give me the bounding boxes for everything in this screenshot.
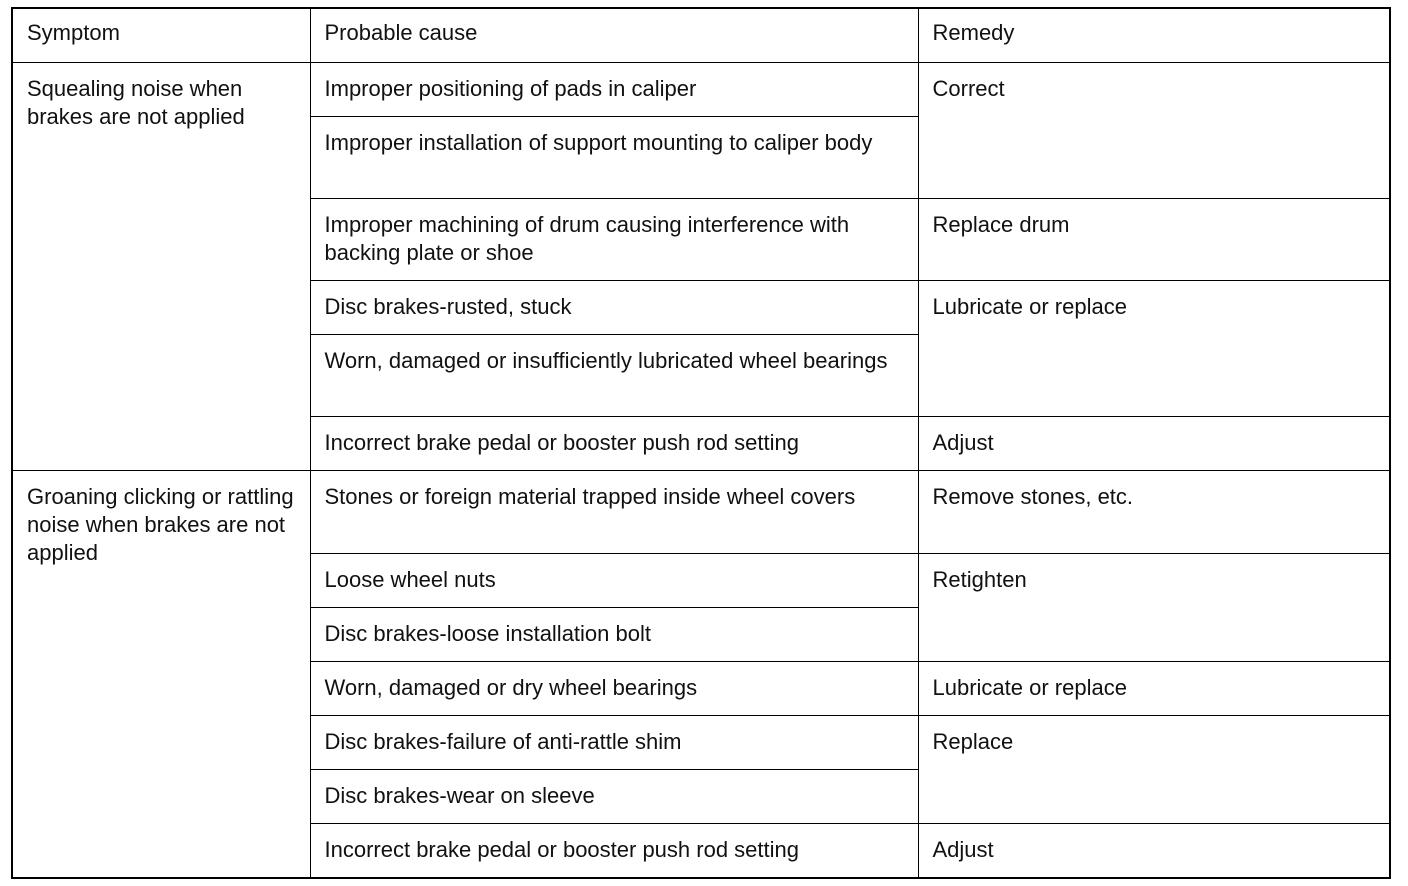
- remedy-cell: Correct: [918, 62, 1390, 198]
- remedy-cell: Lubricate or replace: [918, 281, 1390, 417]
- cause-cell: Disc brakes-loose installation bolt: [310, 607, 918, 661]
- table-row: [12, 62, 1390, 116]
- remedy-cell: Adjust: [918, 417, 1390, 471]
- brake-noise-diagnosis-table: [11, 7, 1391, 879]
- cause-cell: Improper machining of drum causing interference with backing plate or shoe: [310, 198, 918, 280]
- cause-cell: Improper positioning of pads in caliper: [310, 62, 918, 116]
- symptom-cell: Groaning clicking or rattling noise when brakes are not applied: [12, 471, 310, 878]
- cause-cell: Incorrect brake pedal or booster push rod setting: [310, 824, 918, 878]
- cause-cell: Stones or foreign material trapped inside wheel covers: [310, 471, 918, 553]
- table-row: [12, 471, 1390, 553]
- cause-cell: Disc brakes-rusted, stuck: [310, 281, 918, 335]
- remedy-cell: Remove stones, etc.: [918, 471, 1390, 553]
- remedy-cell: Retighten: [918, 553, 1390, 661]
- header-probable-cause: Probable cause: [310, 8, 918, 62]
- remedy-cell: Lubricate or replace: [918, 661, 1390, 715]
- cause-cell: Worn, damaged or dry wheel bearings: [310, 661, 918, 715]
- header-remedy: Remedy: [918, 8, 1390, 62]
- remedy-cell: Replace: [918, 716, 1390, 824]
- diagnosis-sheet: [11, 7, 1389, 879]
- remedy-cell: Adjust: [918, 824, 1390, 878]
- cause-cell: Improper installation of support mounting to caliper body: [310, 116, 918, 198]
- cause-cell: Incorrect brake pedal or booster push rod setting: [310, 417, 918, 471]
- cause-cell: Disc brakes-wear on sleeve: [310, 770, 918, 824]
- symptom-cell: Squealing noise when brakes are not applied: [12, 62, 310, 471]
- remedy-cell: Replace drum: [918, 198, 1390, 280]
- table-header-row: [12, 8, 1390, 62]
- header-symptom: Symptom: [12, 8, 310, 62]
- cause-cell: Worn, damaged or insufficiently lubricated wheel bearings: [310, 335, 918, 417]
- cause-cell: Disc brakes-failure of anti-rattle shim: [310, 716, 918, 770]
- cause-cell: Loose wheel nuts: [310, 553, 918, 607]
